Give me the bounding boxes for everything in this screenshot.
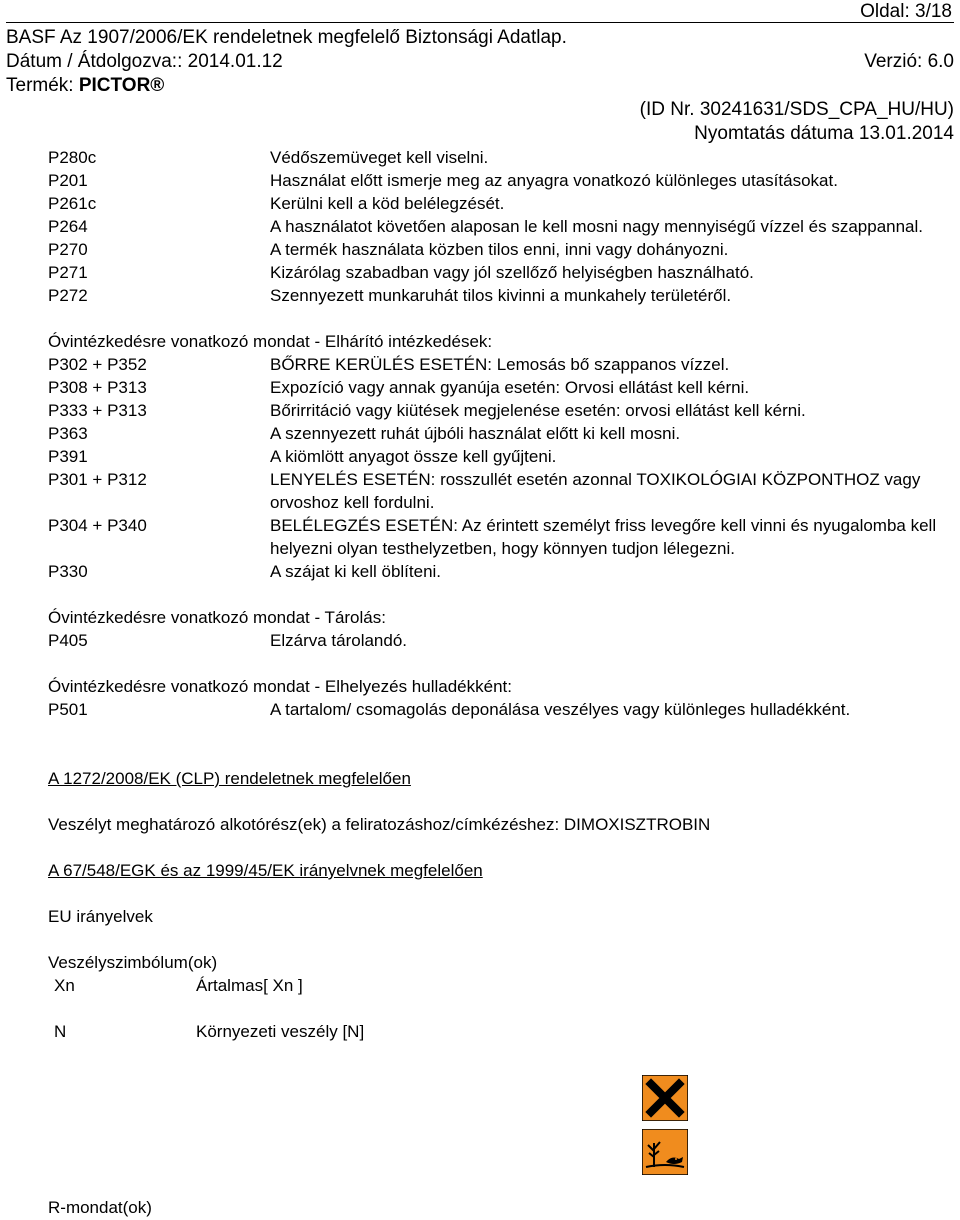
phrase-text: BŐRRE KERÜLÉS ESETÉN: Lemosás bő szappanos vízzel. bbox=[270, 355, 730, 374]
phrase-code: P405 bbox=[48, 631, 88, 650]
document-title: BASF Az 1907/2006/EK rendeletnek megfelelő Biztonsági Adatlap. bbox=[6, 27, 567, 48]
phrase-text: Kizárólag szabadban vagy jól szellőző helyiségben használható. bbox=[270, 263, 754, 282]
phrase-row bbox=[48, 445, 950, 468]
clp-heading: A 1272/2008/EK (CLP) rendeletnek megfelelően bbox=[48, 769, 411, 788]
phrase-row bbox=[48, 514, 950, 560]
phrase-row bbox=[48, 169, 950, 192]
phrase-code: P261c bbox=[48, 194, 97, 213]
phrase-text: Bőrirritáció vagy kiütések megjelenése esetén: orvosi ellátást kell kérni. bbox=[270, 401, 806, 420]
phrase-code: P391 bbox=[48, 447, 88, 466]
prevention-list bbox=[48, 146, 950, 307]
phrase-code: P272 bbox=[48, 286, 88, 305]
phrase-text: Használat előtt ismerje meg az anyagra vonatkozó különleges utasításokat. bbox=[270, 171, 838, 190]
disposal-heading: Óvintézkedésre vonatkozó mondat - Elhelyezés hulladékként: bbox=[48, 677, 512, 696]
phrase-code: P363 bbox=[48, 424, 88, 443]
phrase-row bbox=[48, 261, 950, 284]
page-number: Oldal: 3/18 bbox=[860, 1, 952, 22]
response-list bbox=[48, 353, 950, 583]
phrase-row bbox=[48, 238, 950, 261]
header-rule bbox=[6, 22, 954, 23]
phrase-text: Expozíció vagy annak gyanúja esetén: Orvosi ellátást kell kérni. bbox=[270, 378, 750, 397]
phrase-row bbox=[48, 192, 950, 215]
product-label: Termék: bbox=[6, 75, 74, 96]
phrase-code: P308 + P313 bbox=[48, 378, 147, 397]
phrase-row bbox=[48, 422, 950, 445]
eu-directives-label: EU irányelvek bbox=[48, 907, 153, 926]
environment-hazard-icon bbox=[642, 1129, 688, 1175]
phrase-text: Kerülni kell a köd belélegzését. bbox=[270, 194, 505, 213]
harmful-x-icon bbox=[642, 1075, 688, 1121]
product-name: PICTOR® bbox=[78, 75, 165, 96]
phrase-code: P333 + P313 bbox=[48, 401, 147, 420]
symbol-row bbox=[48, 1020, 950, 1066]
response-heading: Óvintézkedésre vonatkozó mondat - Elhárító intézkedések: bbox=[48, 332, 493, 351]
phrase-row bbox=[48, 215, 950, 238]
phrase-row bbox=[48, 560, 950, 583]
symbol-text: Ártalmas[ Xn ] bbox=[196, 976, 303, 995]
phrase-text: Elzárva tárolandó. bbox=[270, 631, 408, 650]
hazard-pictograms bbox=[642, 1075, 690, 1183]
phrase-code: P280c bbox=[48, 148, 97, 167]
phrase-code: P201 bbox=[48, 171, 88, 190]
directive-heading: A 67/548/EGK és az 1999/45/EK irányelvnek megfelelően bbox=[48, 861, 483, 880]
phrase-text: LENYELÉS ESETÉN: rosszullét esetén azonnal TOXIKOLÓGIAI KÖZPONTHOZ vagy orvoshoz kell fordulni. bbox=[270, 470, 921, 512]
phrase-text: A kiömlött anyagot össze kell gyűjteni. bbox=[270, 447, 557, 466]
symbol-code: Xn bbox=[54, 976, 75, 995]
phrase-row bbox=[48, 376, 950, 399]
r-phrases-heading: R-mondat(ok) bbox=[48, 1198, 152, 1217]
phrase-code: P271 bbox=[48, 263, 88, 282]
symbol-row bbox=[48, 974, 950, 1020]
document-id: (ID Nr. 30241631/SDS_CPA_HU/HU) bbox=[639, 99, 954, 120]
phrase-row bbox=[48, 353, 950, 376]
symbols-list bbox=[48, 974, 950, 1066]
phrase-text: A használatot követően alaposan le kell mosni nagy mennyiségű vízzel és szappannal. bbox=[270, 217, 924, 236]
phrase-text: A szájat ki kell öblíteni. bbox=[270, 562, 442, 581]
phrase-text: A tartalom/ csomagolás deponálása veszélyes vagy különleges hulladékként. bbox=[270, 700, 851, 719]
phrase-row bbox=[48, 698, 950, 721]
print-date: Nyomtatás dátuma 13.01.2014 bbox=[694, 123, 954, 144]
phrase-code: P301 + P312 bbox=[48, 470, 147, 489]
symbol-text: Környezeti veszély [N] bbox=[196, 1022, 365, 1041]
phrase-code: P302 + P352 bbox=[48, 355, 147, 374]
product bbox=[6, 74, 164, 98]
main-content bbox=[48, 146, 950, 1066]
hazard-components: Veszélyt meghatározó alkotórész(ek) a feliratozáshoz/címkézéshez: DIMOXISZTROBIN bbox=[48, 815, 711, 834]
phrase-code: P270 bbox=[48, 240, 88, 259]
symbols-heading: Veszélyszimbólum(ok) bbox=[48, 953, 218, 972]
document-header bbox=[6, 26, 954, 146]
phrase-row bbox=[48, 146, 950, 169]
phrase-row bbox=[48, 399, 950, 422]
phrase-row bbox=[48, 468, 950, 514]
phrase-code: P264 bbox=[48, 217, 88, 236]
phrase-text: Szennyezett munkaruhát tilos kivinni a munkahely területéről. bbox=[270, 286, 732, 305]
symbol-code: N bbox=[54, 1022, 67, 1041]
phrase-code: P330 bbox=[48, 562, 88, 581]
version: Verzió: 6.0 bbox=[864, 51, 954, 72]
phrase-row bbox=[48, 629, 950, 652]
phrase-text: A termék használata közben tilos enni, inni vagy dohányozni. bbox=[270, 240, 729, 259]
phrase-text: BELÉLEGZÉS ESETÉN: Az érintett személyt friss levegőre kell vinni és nyugalomba kell helyezni olyan testhelyzetben, hogy könnyen tudjon lélegezni. bbox=[270, 516, 937, 558]
phrase-text: A szennyezett ruhát újbóli használat előtt ki kell mosni. bbox=[270, 424, 681, 443]
phrase-row bbox=[48, 284, 950, 307]
revision-date: Dátum / Átdolgozva:: 2014.01.12 bbox=[6, 51, 283, 72]
phrase-code: P501 bbox=[48, 700, 88, 719]
phrase-code: P304 + P340 bbox=[48, 516, 147, 535]
phrase-text: Védőszemüveget kell viselni. bbox=[270, 148, 489, 167]
storage-heading: Óvintézkedésre vonatkozó mondat - Tárolás: bbox=[48, 608, 386, 627]
